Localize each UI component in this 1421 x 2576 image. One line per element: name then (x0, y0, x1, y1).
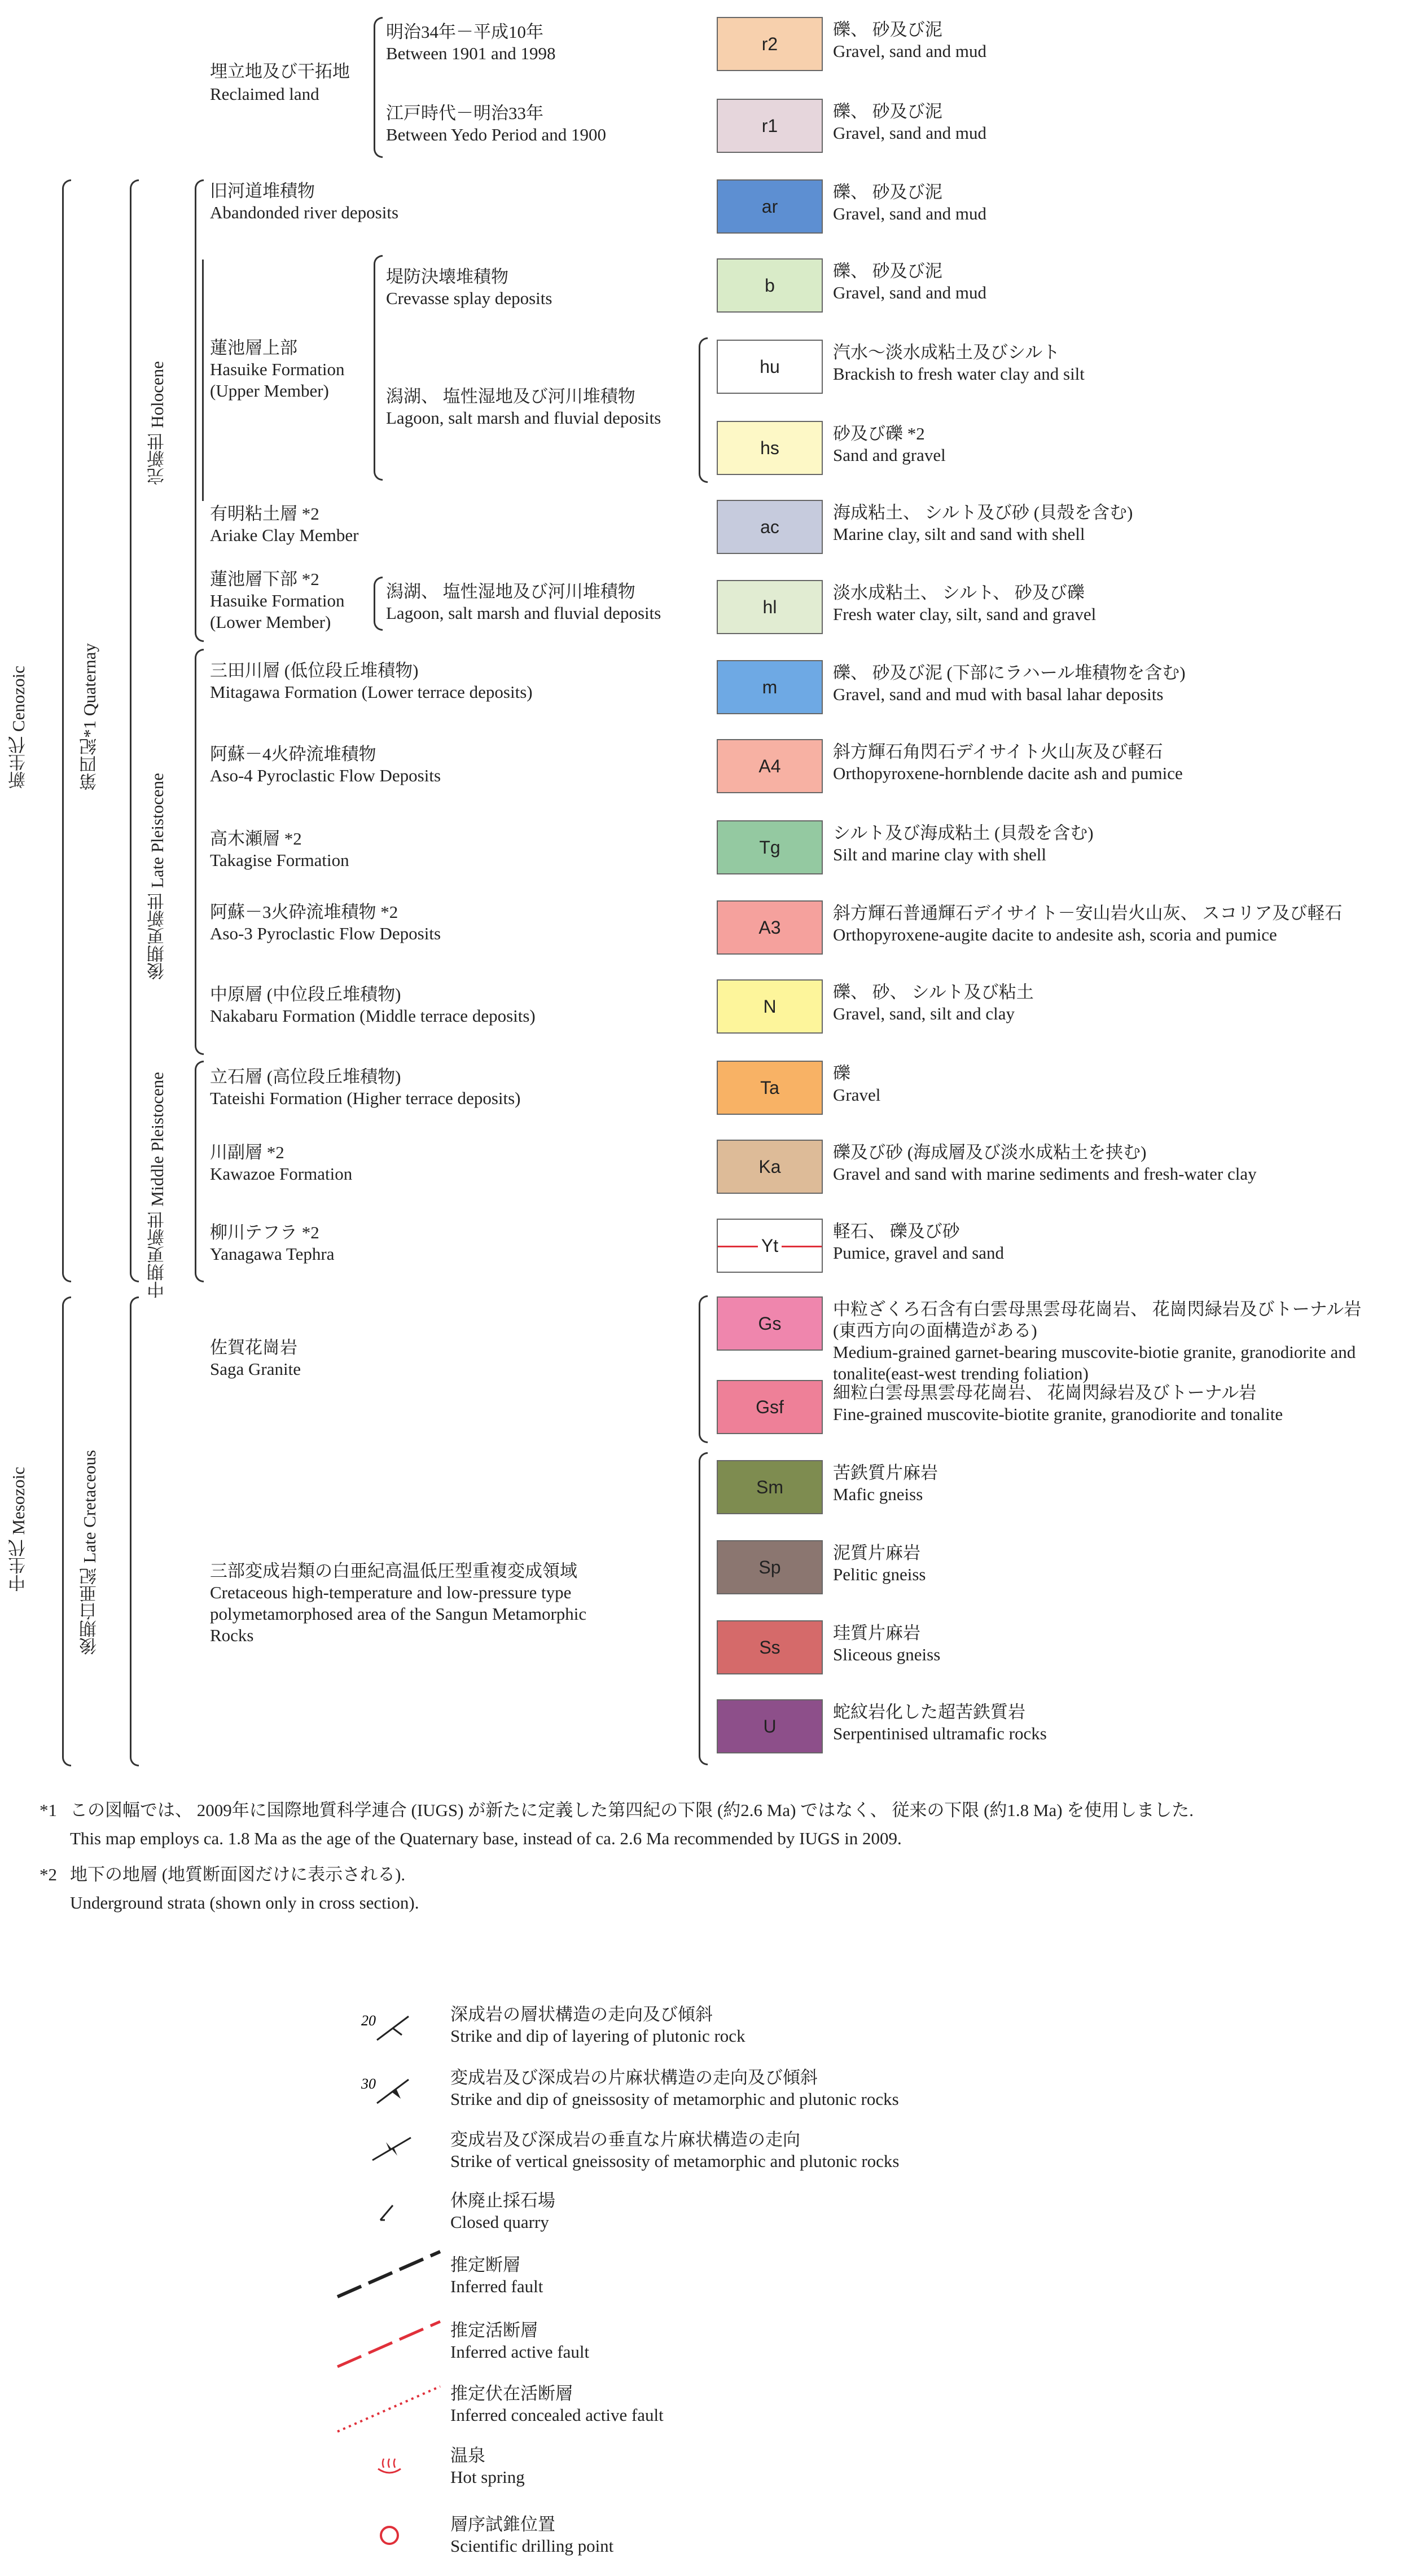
unit-desc-jp: 淡水成粘土、 シルト、 砂及び礫 (833, 583, 1085, 603)
unit-desc-jp: 礫、 砂及び泥 (833, 182, 942, 202)
era-holocene: 完新世 Holocene (147, 361, 167, 485)
unit-desc-jp: 斜方輝石普通輝石デイサイト－安山岩火山灰、 スコリア及び軽石 (833, 903, 1343, 923)
unit-desc-jp: 礫、 砂及び泥 (下部にラハール堆積物を含む) (833, 663, 1186, 683)
unit-name-jp: 有明粘土層 *2 (210, 504, 319, 524)
era-late-pleistocene: 後期更新世 Late Pleistocene (147, 773, 167, 980)
unit-desc-jp: 蛇紋岩化した超苦鉄質岩 (833, 1702, 1025, 1722)
unit-box-A3: A3 (717, 900, 823, 955)
unit-desc-jp: 中粒ざくろ石含有白雲母黒雲母花崗岩、 花崗閃緑岩及びトーナル岩 (833, 1299, 1362, 1319)
inferred-active-fault-icon (333, 2316, 446, 2372)
unit-box-Sm: Sm (717, 1460, 823, 1514)
reclaimed-land-jp: 埋立地及び干拓地 (210, 61, 350, 81)
unit-desc-jp: 礫、 砂及び泥 (833, 20, 942, 39)
unit-name-en: Hasuike Formation (210, 591, 345, 610)
unit-box-Gs: Gs (717, 1296, 823, 1351)
footnote-2-en: Underground strata (shown only in cross section). (70, 1893, 419, 1913)
unit-desc-en: Fresh water clay, silt, sand and gravel (833, 604, 1097, 624)
group-name-en: Saga Granite (210, 1359, 301, 1379)
reclaimed-bracket (374, 17, 383, 158)
symbol-jp: 変成岩及び深成岩の片麻状構造の走向及び傾斜 (450, 2068, 818, 2087)
unit-name-en: Aso-3 Pyroclastic Flow Deposits (210, 924, 441, 943)
unit-desc-en: Gravel, sand and mud (833, 204, 987, 223)
unit-desc-en: Sliceous gneiss (833, 1645, 941, 1664)
unit-desc-en: tonalite(east-west trending foliation) (833, 1364, 1089, 1383)
unit-name-en: Between Yedo Period and 1900 (386, 125, 607, 144)
unit-desc-jp: 海成粘土、 シルト及び砂 (貝殻を含む) (833, 503, 1133, 522)
strike-dip-plutonic-icon (339, 2008, 440, 2048)
footnote-1-en: This map employs ca. 1.8 Ma as the age of the Quaternary base, instead of ca. 2.6 Ma recommended by IUGS in 2009. (70, 1828, 902, 1848)
dip-number: 30 (361, 2076, 376, 2092)
unit-code: Yt (758, 1236, 782, 1256)
inferred-fault-icon (333, 2248, 446, 2305)
unit-box-Gsf: Gsf (717, 1380, 823, 1434)
unit-desc-jp: 汽水～淡水成粘土及びシルト (833, 342, 1060, 362)
unit-box-r2: r2 (717, 17, 823, 71)
unit-desc-jp: (東西方向の面構造がある) (833, 1321, 1037, 1340)
quaternary-bracket (130, 179, 139, 1282)
group-name-en: Cretaceous high-temperature and low-pressure type (210, 1582, 572, 1602)
unit-desc-en: Gravel, sand and mud (833, 283, 987, 302)
closed-quarry-icon (372, 2197, 418, 2231)
unit-box-hl: hl (717, 580, 823, 634)
symbol-en: Scientific drilling point (450, 2536, 614, 2556)
unit-name-en: Tateishi Formation (Higher terrace deposits) (210, 1088, 521, 1108)
unit-name-en: Aso-4 Pyroclastic Flow Deposits (210, 766, 441, 785)
unit-box-Ta: Ta (717, 1061, 823, 1115)
footnote-2-mark: *2 (40, 1865, 57, 1884)
unit-box-Ss: Ss (717, 1620, 823, 1674)
group-name-jp: 三部変成岩類の白亜紀高温低圧型重複変成領域 (210, 1561, 577, 1581)
unit-desc-jp: 礫、 砂及び泥 (833, 261, 942, 281)
unit-desc-jp: 斜方輝石角閃石デイサイト火山灰及び軽石 (833, 742, 1163, 762)
symbol-jp: 層序試錐位置 (450, 2515, 555, 2534)
middle-pleistocene-bracket (195, 1061, 204, 1282)
symbol-jp: 温泉 (450, 2446, 485, 2465)
unit-name-en: Ariake Clay Member (210, 525, 359, 545)
era-cenozoic: 新生代 Cenozoic (8, 666, 28, 789)
unit-name-jp: 江戸時代－明治33年 (386, 103, 543, 123)
unit-name-jp: 堤防決壊堆積物 (386, 267, 508, 287)
unit-desc-jp: 砂及び礫 *2 (833, 424, 925, 443)
unit-name-en: Kawazoe Formation (210, 1164, 353, 1184)
unit-name-en: Abandonded river deposits (210, 203, 399, 222)
unit-desc-en: Marine clay, silt and sand with shell (833, 524, 1085, 544)
symbol-jp: 推定断層 (450, 2255, 520, 2275)
unit-box-b: b (717, 258, 823, 313)
footnote-2-jp: 地下の地層 (地質断面図だけに表示される). (70, 1865, 406, 1884)
symbol-en: Strike and dip of gneissosity of metamorphic and plutonic rocks (450, 2089, 899, 2109)
hasuike-upper-bracket (374, 255, 383, 481)
symbol-en: Inferred fault (450, 2276, 543, 2296)
mesozoic-bracket (62, 1296, 71, 1766)
hot-spring-icon (372, 2454, 406, 2477)
unit-box-hu: hu (717, 340, 823, 394)
group-name-jp: 佐賀花崗岩 (210, 1338, 297, 1357)
era-quaternary: 第四紀*1 Quaternay (80, 643, 99, 790)
unit-desc-en: Gravel (833, 1085, 881, 1105)
unit-name-jp: 中原層 (中位段丘堆積物) (210, 984, 401, 1004)
unit-desc-en: Gravel, sand and mud (833, 123, 987, 143)
era-late-cretaceous: 後期白亜紀 Late Cretaceous (80, 1450, 99, 1655)
hl-sub-jp: 潟湖、 塩性湿地及び河川堆積物 (386, 582, 635, 601)
group-name-jp: 蓮池層上部 (210, 338, 297, 358)
unit-desc-jp: 珪質片麻岩 (833, 1623, 920, 1643)
unit-name-jp: 立石層 (高位段丘堆積物) (210, 1067, 401, 1087)
unit-desc-en: Medium-grained garnet-bearing muscovite-biotie granite, granodiorite and (833, 1342, 1356, 1362)
unit-desc-en: Mafic gneiss (833, 1484, 923, 1504)
unit-name-en: Nakabaru Formation (Middle terrace deposits) (210, 1006, 536, 1026)
unit-desc-jp: 軽石、 礫及び砂 (833, 1221, 960, 1241)
dip-number: 20 (361, 2012, 376, 2029)
group-name-en: polymetamorphosed area of the Sangun Metamorphic (210, 1604, 587, 1624)
concealed-active-fault-icon (333, 2380, 446, 2436)
footnote-1-jp: この図幅では、 2009年に国際地質科学連合 (IUGS) が新たに定義した第四紀の下限 (約2.6 Ma) ではなく、 従来の下限 (約1.8 Ma) を使用しました. (70, 1800, 1194, 1820)
unit-desc-en: Gravel and sand with marine sediments and fresh-water clay (833, 1164, 1257, 1184)
unit-name-en: Mitagawa Formation (Lower terrace deposits) (210, 682, 533, 702)
hl-bracket (374, 577, 383, 631)
unit-name-en: (Lower Member) (210, 612, 331, 632)
unit-box-ar: ar (717, 179, 823, 234)
unit-desc-jp: 細粒白雲母黒雲母花崗岩、 花崗閃緑岩及びトーナル岩 (833, 1383, 1257, 1403)
era-middle-pleistocene: 中期更新世 Middle Pleistocene (147, 1072, 167, 1299)
unit-name-jp: 柳川テフラ *2 (210, 1223, 319, 1242)
group-name-en: Hasuike Formation (210, 359, 345, 379)
unit-desc-en: Fine-grained muscovite-biotite granite, granodiorite and tonalite (833, 1404, 1283, 1424)
hu-hs-bracket (699, 337, 708, 483)
unit-desc-en: Gravel, sand and mud with basal lahar deposits (833, 684, 1164, 704)
unit-name-en: Between 1901 and 1998 (386, 43, 556, 63)
unit-box-N: N (717, 979, 823, 1034)
sangun-bracket (699, 1452, 708, 1765)
unit-name-jp: 川副層 *2 (210, 1142, 284, 1162)
late-cretaceous-bracket (130, 1296, 139, 1766)
unit-desc-jp: 礫 (833, 1063, 850, 1083)
unit-name-jp: 旧河道堆積物 (210, 181, 315, 201)
unit-box-A4: A4 (717, 739, 823, 793)
unit-name-jp: 明治34年－平成10年 (386, 22, 543, 42)
unit-name-jp: 蓮池層下部 *2 (210, 569, 319, 589)
unit-name-jp: 阿蘇－3火砕流堆積物 *2 (210, 902, 398, 922)
unit-desc-jp: 泥質片麻岩 (833, 1543, 920, 1563)
era-mesozoic: 中生代 Mesozoic (8, 1467, 28, 1592)
unit-desc-en: Orthopyroxene-hornblende dacite ash and pumice (833, 763, 1183, 783)
unit-desc-en: Serpentinised ultramafic rocks (833, 1724, 1047, 1743)
granite-bracket (699, 1295, 708, 1443)
reclaimed-land-en: Reclaimed land (210, 84, 319, 104)
unit-name-jp: 三田川層 (低位段丘堆積物) (210, 661, 419, 680)
unit-box-U: U (717, 1699, 823, 1753)
unit-desc-en: Brackish to fresh water clay and silt (833, 364, 1085, 384)
group-name-en: (Upper Member) (210, 381, 329, 401)
unit-name-jp: 阿蘇－4火砕流堆積物 (210, 744, 376, 764)
symbol-jp: 推定伏在活断層 (450, 2384, 573, 2403)
unit-box-Tg: Tg (717, 820, 823, 874)
unit-desc-jp: 苦鉄質片麻岩 (833, 1463, 938, 1483)
unit-name-en: Crevasse splay deposits (386, 288, 552, 308)
group-name-en: Rocks (210, 1625, 254, 1645)
symbol-en: Strike and dip of layering of plutonic rock (450, 2026, 745, 2046)
unit-box-r1: r1 (717, 99, 823, 153)
unit-desc-en: Pumice, gravel and sand (833, 1243, 1005, 1263)
unit-desc-jp: 礫、 砂、 シルト及び粘土 (833, 982, 1034, 1002)
drilling-point-icon (376, 2522, 404, 2550)
unit-desc-en: Sand and gravel (833, 445, 946, 465)
unit-box-Sp: Sp (717, 1540, 823, 1594)
unit-box-m: m (717, 660, 823, 714)
unit-box-ac: ac (717, 500, 823, 554)
symbol-jp: 変成岩及び深成岩の垂直な片麻状構造の走向 (450, 2130, 800, 2149)
hasuike-upper-line (202, 260, 204, 501)
unit-desc-jp: 礫、 砂及び泥 (833, 102, 942, 121)
vertical-gneiss-icon (361, 2130, 429, 2169)
unit-box-hs: hs (717, 421, 823, 475)
unit-desc-en: Gravel, sand, silt and clay (833, 1004, 1015, 1023)
unit-desc-en: Gravel, sand and mud (833, 41, 987, 61)
hl-sub-en: Lagoon, salt marsh and fluvial deposits (386, 603, 661, 623)
late-pleistocene-bracket (195, 649, 204, 1055)
symbol-jp: 深成岩の層状構造の走向及び傾斜 (450, 2004, 713, 2024)
symbol-jp: 推定活断層 (450, 2320, 538, 2340)
symbol-en: Inferred concealed active fault (450, 2405, 664, 2425)
unit-box-Yt (717, 1219, 823, 1273)
unit-name-en: Yanagawa Tephra (210, 1244, 335, 1264)
unit-desc-jp: シルト及び海成粘土 (貝殻を含む) (833, 823, 1094, 843)
unit-name-jp: 潟湖、 塩性湿地及び河川堆積物 (386, 386, 635, 406)
strike-dip-gneiss-icon (339, 2072, 440, 2111)
symbol-en: Inferred active fault (450, 2342, 590, 2362)
footnote-1-mark: *1 (40, 1800, 57, 1820)
unit-desc-en: Orthopyroxene-augite dacite to andesite ash, scoria and pumice (833, 925, 1277, 944)
unit-name-en: Takagise Formation (210, 850, 349, 870)
unit-box-Ka: Ka (717, 1140, 823, 1194)
symbol-jp: 休廃止採石場 (450, 2191, 555, 2210)
unit-desc-en: Pelitic gneiss (833, 1564, 926, 1584)
cenozoic-bracket (62, 179, 71, 1282)
unit-desc-en: Silt and marine clay with shell (833, 845, 1046, 864)
unit-name-en: Lagoon, salt marsh and fluvial deposits (386, 408, 661, 428)
symbol-en: Hot spring (450, 2467, 525, 2487)
unit-desc-jp: 礫及び砂 (海成層及び淡水成粘土を挟む) (833, 1142, 1147, 1162)
unit-name-jp: 高木瀬層 *2 (210, 829, 302, 849)
symbol-en: Strike of vertical gneissosity of metamorphic and plutonic rocks (450, 2151, 900, 2171)
symbol-en: Closed quarry (450, 2212, 549, 2232)
